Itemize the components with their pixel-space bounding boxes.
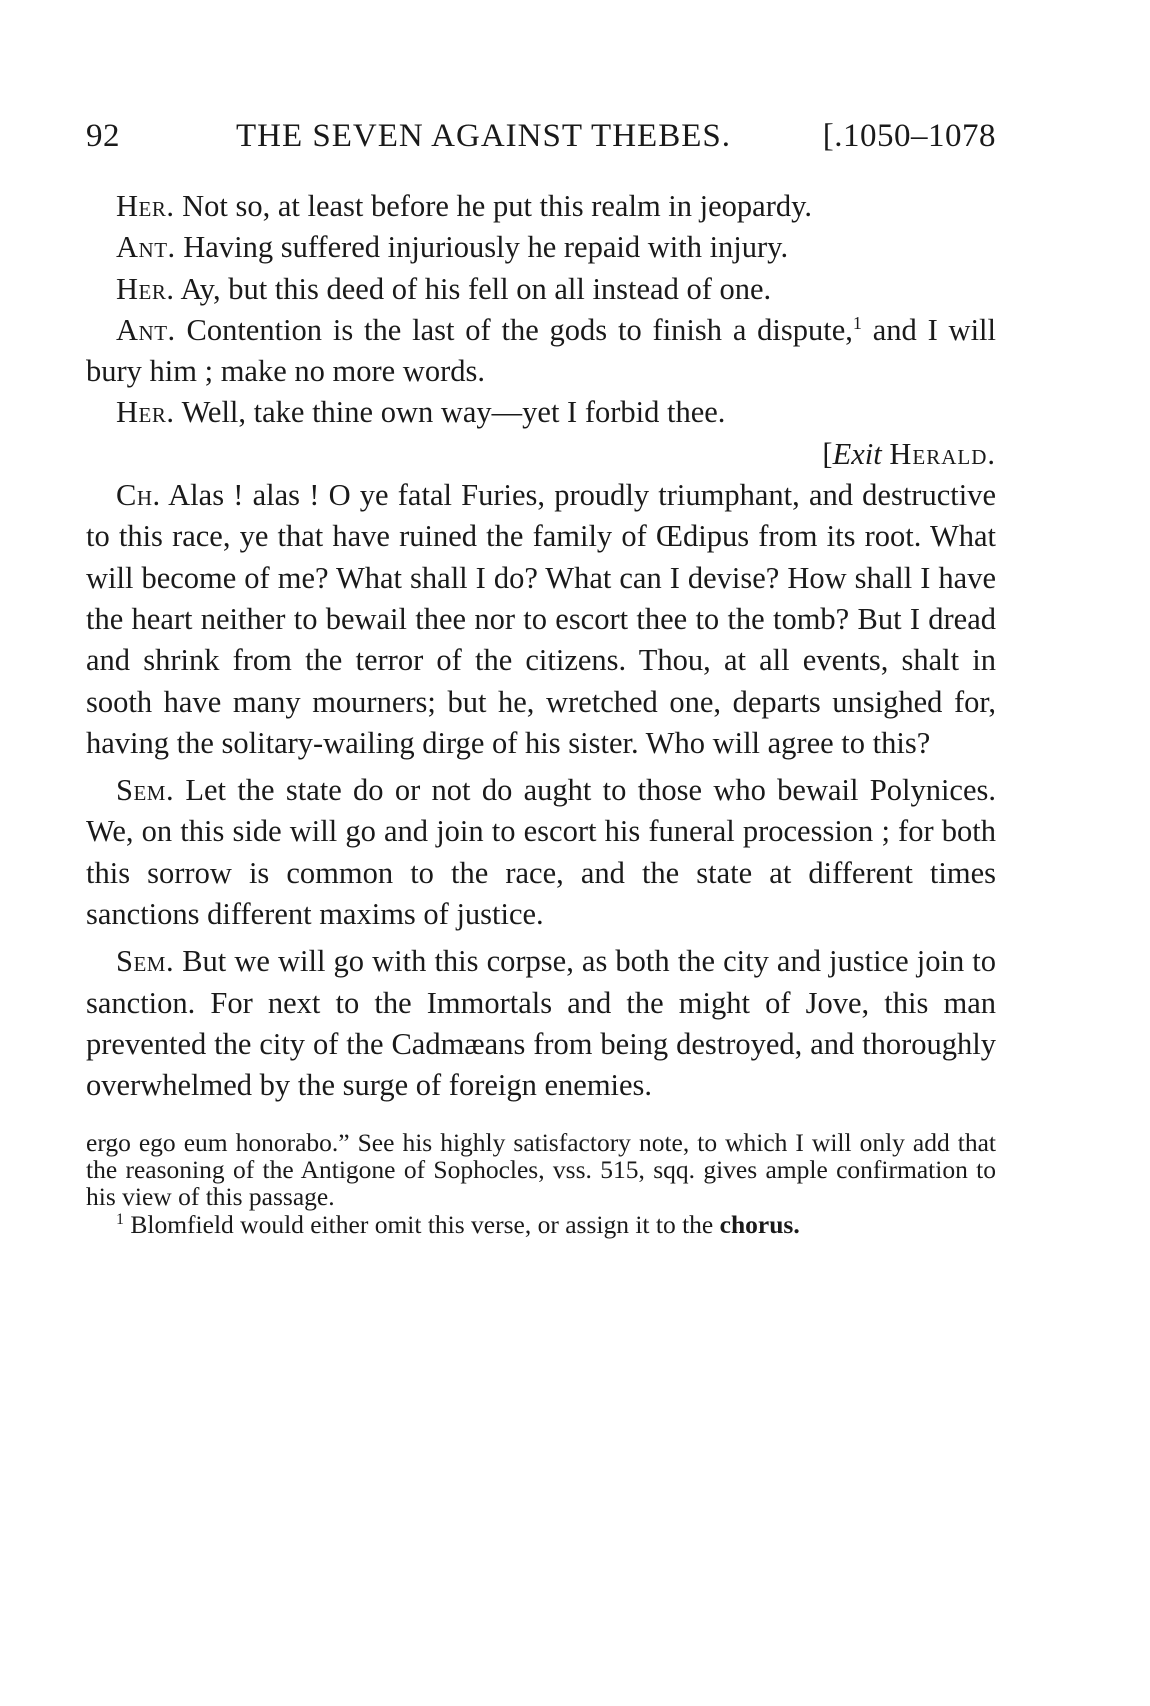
book-page: [86, 118, 996, 1238]
footnote-text: Blomfield would either omit this verse, or assign it to the: [130, 1209, 714, 1239]
line-text: Contention is the last of the gods to finish a dispute,: [186, 312, 853, 347]
footnote-reference: 1: [852, 312, 862, 333]
dialogue-line-antigone-2: [86, 310, 996, 393]
footnote-marker: 1: [116, 1210, 124, 1228]
speaker-label: Her.: [116, 189, 175, 223]
line-text: Well, take thine own way—yet I forbid thee.: [181, 395, 726, 430]
speaker-label: Her.: [116, 395, 175, 430]
speaker-label: Sem.: [116, 944, 175, 979]
speech-text: Alas ! alas ! O ye fatal Furies, proudly triumphant, and destructive to this race, ye that have ruined the family of Œdipus from its root. What will become of me? What shall I do? What can I devise? How shall I have the heart neither to bewail thee nor to escort thee to the tomb? But I dread and shrink from the terror of the citizens. Thou, at all events, shalt in sooth have many mourners; but he, wretched one, departs unsighed for, having the solitary-wailing dirge of his sister. Who will agree to this?: [86, 478, 996, 760]
running-title: THE SEVEN AGAINST THEBES.: [236, 118, 731, 154]
speech-text: Let the state do or not do aught to those who bewail Polynices. We, on this side will go and join to escort his funeral procession ; for both this sorrow is common to the race, and the state at different times sanctions different maxims of justice.: [86, 773, 996, 932]
dialogue-line-herald-1: [86, 186, 996, 227]
footnote-1: [86, 1211, 996, 1238]
line-text: Ay, but this deed of his fell on all instead of one.: [180, 271, 772, 306]
line-text-continued: and I will bury him ; make no more words.: [86, 312, 996, 389]
speech-text: But we will go with this corpse, as both the city and justice join to sanction. For next to the Immortals and the might of Jove, this man prevented the city of the Cadmæans from being destroyed, and thoroughly overwhelmed by the surge of foreign enemies.: [86, 944, 997, 1103]
speaker-label: Sem.: [116, 773, 175, 808]
semichorus-speech-2: [86, 941, 996, 1106]
stage-exit-word: Exit: [832, 436, 882, 471]
stage-bracket: [: [822, 436, 833, 471]
main-text: [86, 186, 996, 1107]
footnote-continuation: ergo ego eum honorabo.” See his highly satisfactory note, to which I will only add that the reasoning of the Antigone of Sophocles, vss. 515, sqq. gives ample confirmation to his view of this passage.: [86, 1127, 996, 1212]
speaker-label: Her.: [116, 271, 175, 306]
page-number: 92: [86, 118, 120, 154]
stage-character: Herald.: [889, 436, 996, 471]
dialogue-line-antigone-1: [86, 227, 996, 268]
stage-direction: [86, 434, 996, 475]
speaker-label: Ant.: [116, 312, 176, 347]
line-text: Having suffered injuriously he repaid with injury.: [183, 230, 789, 265]
chorus-speech: [86, 475, 996, 764]
running-header: [86, 118, 996, 168]
semichorus-speech-1: [86, 770, 996, 935]
dialogue-line-herald-2: [86, 269, 996, 310]
speaker-label: Ch.: [116, 478, 161, 513]
line-range: [.1050–1078: [822, 118, 996, 154]
speaker-label: Ant.: [116, 230, 176, 265]
footnotes: [86, 1129, 996, 1239]
dialogue-line-herald-3: [86, 392, 996, 433]
footnote-text-end: chorus.: [719, 1209, 800, 1239]
line-text: Not so, at least before he put this realm in jeopardy.: [182, 189, 812, 223]
